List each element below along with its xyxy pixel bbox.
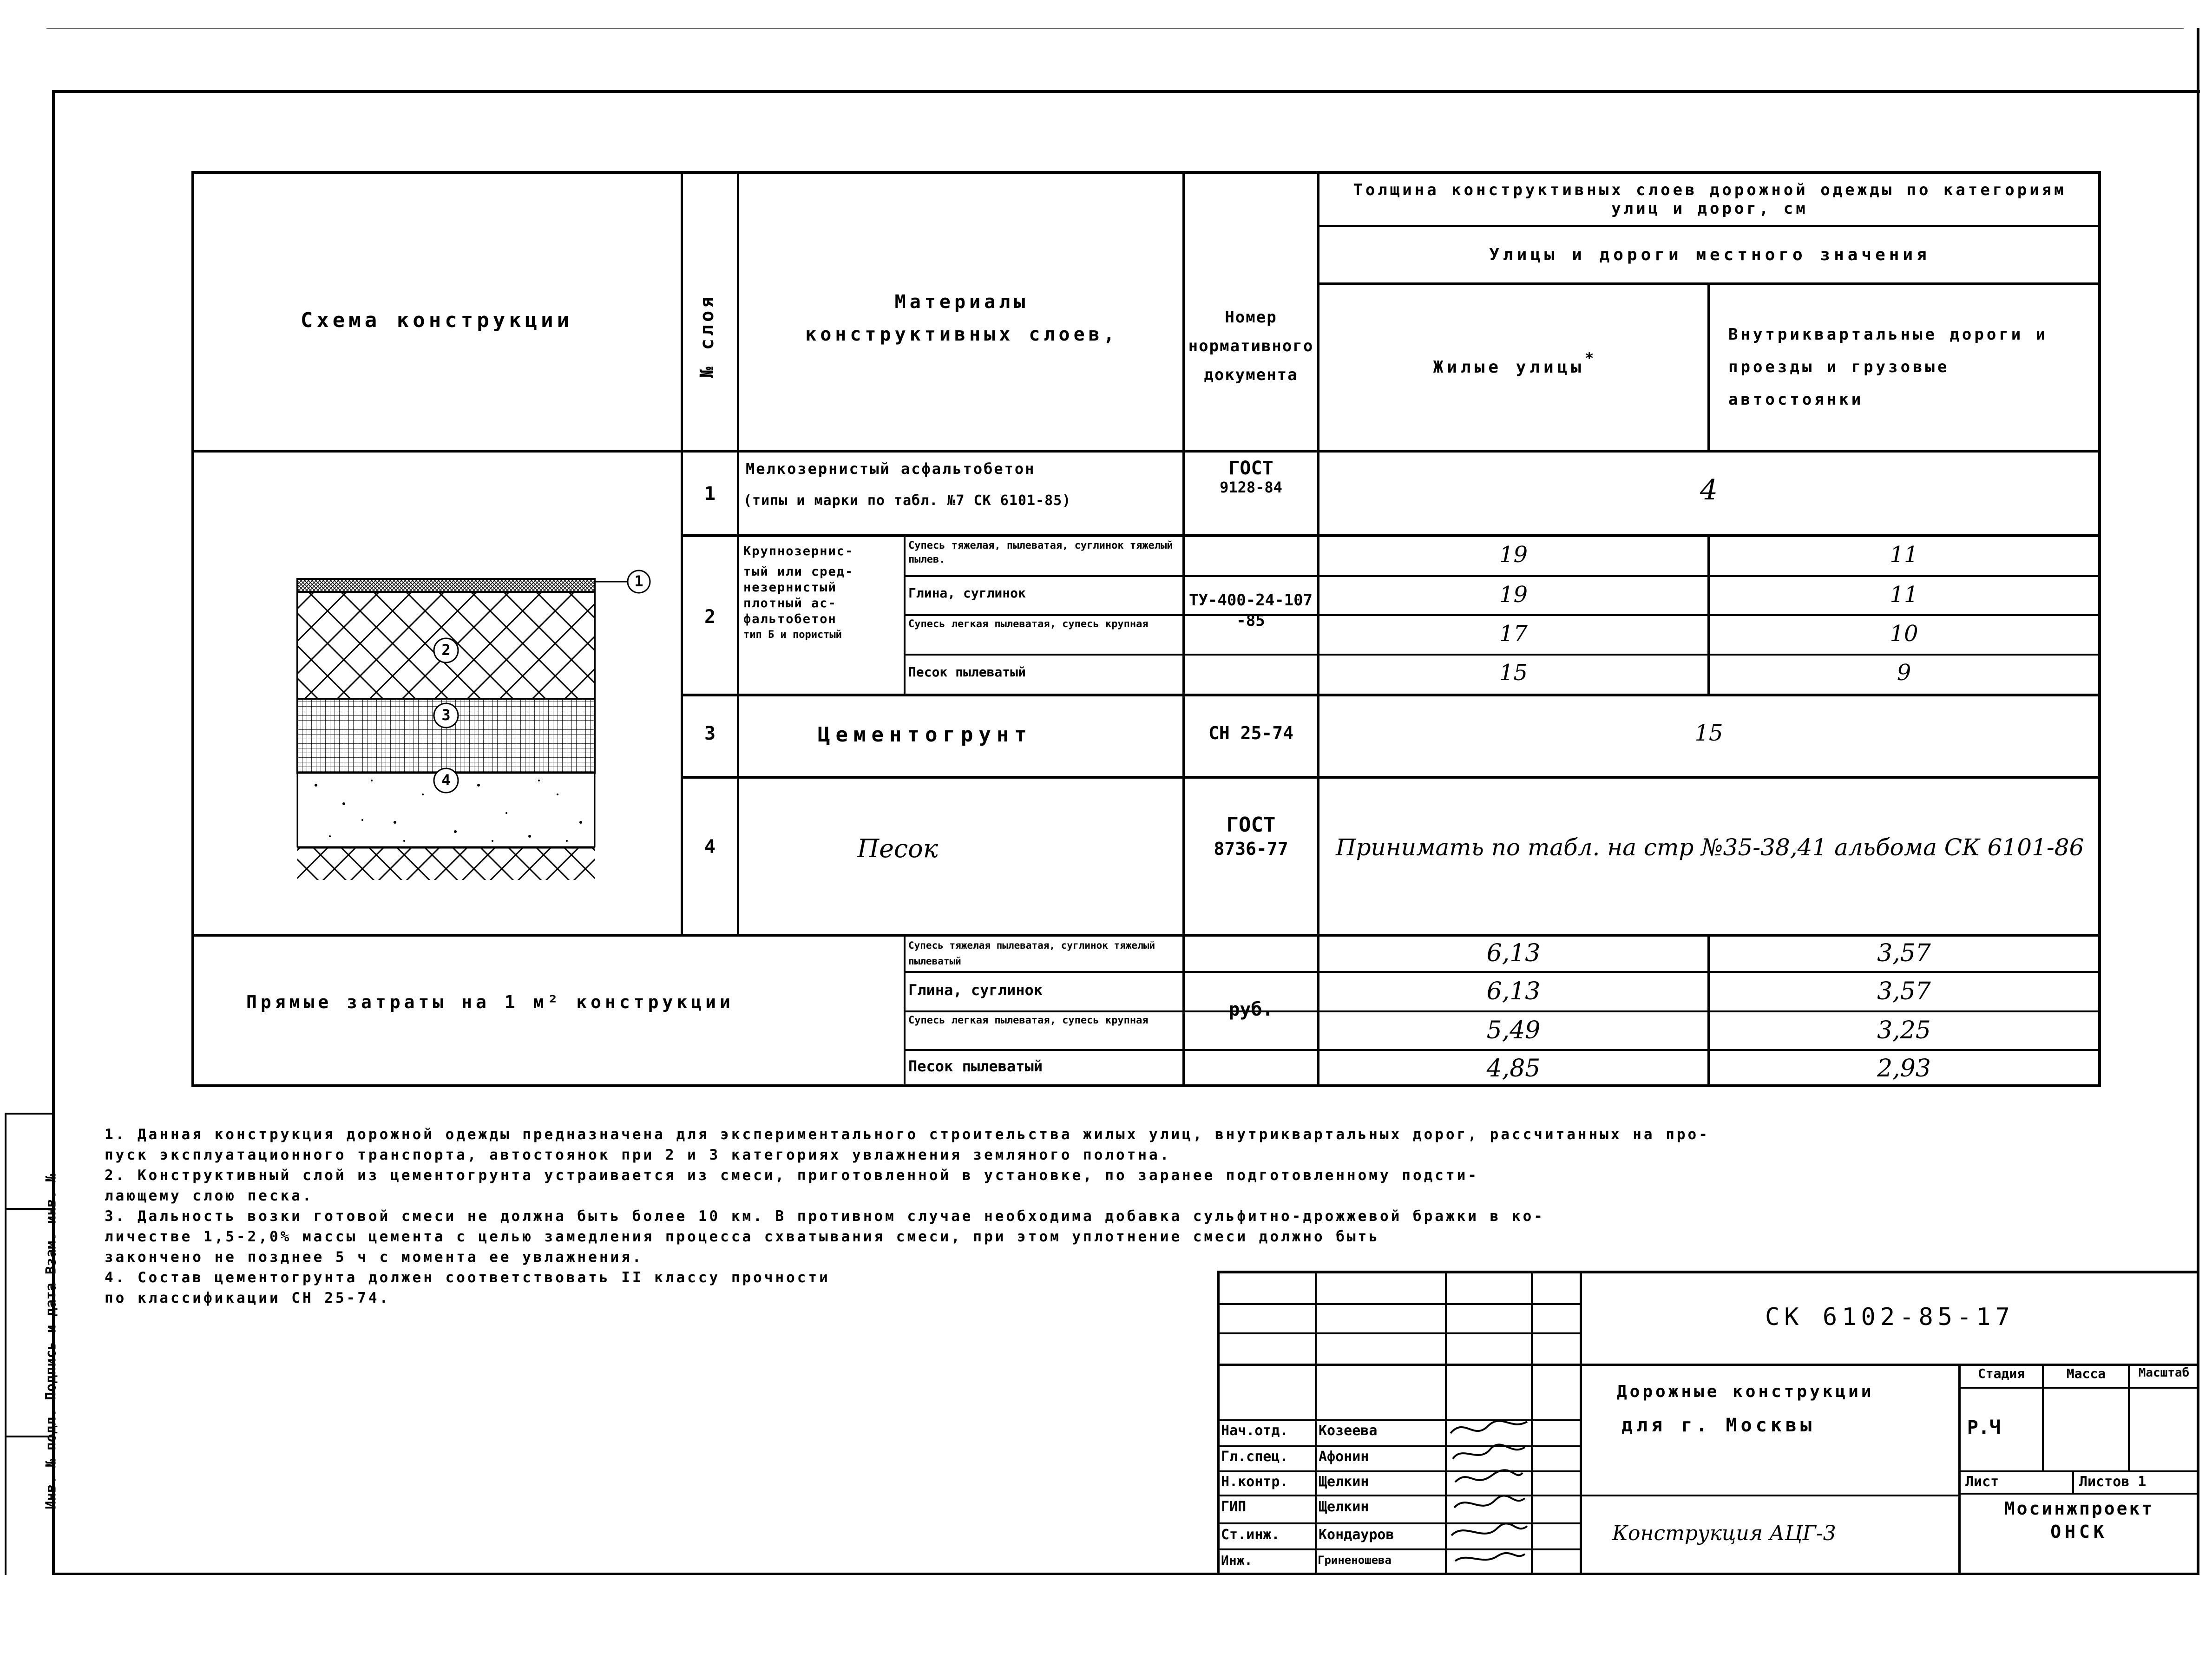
note-3b: личестве 1,5-2,0% массы цемента с целью замедления процесса схватывания смеси, при этом уплотнение смеси должно быть	[105, 1228, 1380, 1245]
staff-role-4: ГИП	[1221, 1499, 1247, 1515]
row2-doc: ТУ-400-24-107-85	[1188, 591, 1313, 630]
row3-doc: СН 25-74	[1208, 723, 1294, 743]
row2-res-3: 17	[1499, 621, 1528, 647]
tb-scale-label: Масштаб	[2138, 1366, 2190, 1380]
row2-material-l6: тип Б и пористый	[743, 629, 842, 641]
note-4b: по классификации СН 25-74.	[105, 1290, 391, 1306]
tb-stage-value: Р.Ч	[1967, 1417, 2001, 1438]
row2-intra-2: 11	[1890, 582, 1918, 608]
note-3a: 3. Дальность возки готовой смеси не должна быть более 10 км. В противном случае необходима добавка сульфитно-дрожжевой бражки в ко-	[105, 1208, 1545, 1225]
row2-material-l4: плотный ас-	[743, 596, 837, 610]
row4-value: Принимать по табл. на стр №35-38,41 альбома СК 6101-86	[1336, 834, 2084, 861]
costs-unit: руб.	[1228, 999, 1273, 1020]
costs-res-3: 5,49	[1486, 1017, 1541, 1044]
header-residential-text: Жилые улицы	[1433, 358, 1585, 377]
tb-code: СК 6102-85-17	[1765, 1303, 2015, 1331]
staff-role-6: Инж.	[1221, 1553, 1253, 1568]
row2-soil-4: Песок пылеватый	[908, 664, 1026, 680]
staff-role-3: Н.контр.	[1221, 1474, 1288, 1490]
row3-no: 3	[704, 723, 716, 744]
costs-res-2: 6,13	[1486, 977, 1541, 1005]
tb-construction: Конструкция АЦГ-3	[1612, 1522, 1836, 1545]
header-materials: Материалы конструктивных слоев,	[805, 291, 1118, 345]
tb-title-l1: Дорожные конструкции	[1617, 1382, 1874, 1401]
costs-res-1: 6,13	[1486, 939, 1541, 967]
header-residential-mark: *	[1585, 349, 1594, 367]
pavement-scheme	[279, 562, 660, 887]
row3-value: 15	[1694, 720, 1723, 746]
layer-1-asphalt	[297, 579, 595, 592]
staff-role-5: Ст.инж.	[1221, 1527, 1280, 1543]
row2-no: 2	[704, 606, 716, 628]
costs-intra-3: 3,25	[1877, 1017, 1931, 1044]
costs-intra-4: 2,93	[1877, 1055, 1931, 1082]
frame-right	[2197, 28, 2199, 1575]
row4-material: Песок	[857, 834, 939, 863]
row2-material	[743, 539, 904, 643]
header-thickness-title: Толщина конструктивных слоев дорожной одежды по категориям улиц и дорог, см	[1353, 181, 2067, 218]
costs-res-4: 4,85	[1486, 1055, 1541, 1082]
staff-name-1: Козеева	[1319, 1423, 1378, 1439]
subgrade	[297, 847, 595, 880]
row2-intra-1: 11	[1890, 542, 1918, 568]
header-layer-no: № слоя	[696, 294, 718, 378]
frame-top	[53, 90, 2200, 93]
staff-role-2: Гл.спец.	[1221, 1449, 1288, 1465]
row1-doc-l1: ГОСТ	[1228, 458, 1273, 479]
tb-title-l2: для г. Москвы	[1621, 1415, 1816, 1436]
row4-doc-l1: ГОСТ	[1226, 813, 1276, 837]
tb-org-l1: Мосинжпроект	[2004, 1498, 2154, 1519]
scheme-label-2: 2	[441, 641, 451, 659]
row2-intra-3: 10	[1890, 621, 1918, 647]
row2-res-2: 19	[1499, 582, 1528, 608]
scheme-label-3: 3	[441, 706, 451, 724]
row2-res-1: 19	[1499, 542, 1528, 568]
scheme-label-4: 4	[441, 771, 451, 789]
tb-sheets-label: Листов 1	[2079, 1474, 2146, 1490]
row4-doc-l2: 8736-77	[1214, 839, 1288, 859]
notes	[105, 1124, 1710, 1308]
side-stamp: Инв. № подл. Подпись и дата Взам. инв. №	[43, 1174, 59, 1509]
row2-material-l3: незернистый	[743, 580, 837, 595]
row1-material-l2: (типы и марки по табл. №7 СК 6101-85)	[743, 492, 1071, 509]
costs-soil-2: Глина, суглинок	[908, 981, 1043, 999]
row2-material-l2: тый или сред-	[743, 564, 854, 579]
top-edge-line	[46, 28, 2184, 29]
row2-res-4: 15	[1499, 660, 1528, 686]
header-normdoc: Номер нормативного документа	[1188, 308, 1314, 384]
costs-intra-2: 3,57	[1877, 977, 1931, 1005]
staff-role-1: Нач.отд.	[1221, 1423, 1288, 1439]
tb-stage-label: Стадия	[1977, 1366, 2025, 1381]
row2-material-l1: Крупнозернис-	[743, 544, 854, 558]
row2-soil-1: Супесь тяжелая, пылеватая, суглинок тяжелый пылев.	[908, 540, 1173, 565]
row2-intra-4: 9	[1897, 660, 1911, 686]
note-1a: 1. Данная конструкция дорожной одежды предназначена для экспериментального строительства жилых улиц, внутриквартальных дорог, рассчитанных на про-	[105, 1126, 1710, 1143]
tb-sheet-label: Лист	[1965, 1474, 1999, 1490]
row2-soil-3: Супесь легкая пылеватая, супесь крупная	[908, 618, 1149, 630]
note-2b: лающему слою песка.	[105, 1187, 314, 1204]
row3-material: Цементогрунт	[818, 723, 1032, 747]
staff-name-3: Щелкин	[1319, 1474, 1369, 1490]
tb-org-l2: ОНСК	[2050, 1522, 2108, 1542]
costs-soil-3: Супесь легкая пылеватая, супесь крупная	[908, 1015, 1149, 1026]
note-2a: 2. Конструктивный слой из цементогрунта устраивается из смеси, приготовленной в установке, по заранее подготовленному подсти-	[105, 1167, 1479, 1184]
costs-soil-1: Супесь тяжелая пылеватая, суглинок тяжелый пылеватый	[908, 940, 1155, 967]
costs-soil-4: Песок пылеватый	[908, 1057, 1043, 1075]
note-1b: пуск эксплуатационного транспорта, автостоянок при 2 и 3 категориях увлажнения земляного полотна.	[105, 1147, 1171, 1163]
header-local-streets: Улицы и дороги местного значения	[1489, 245, 1930, 264]
staff-name-2: Афонин	[1319, 1449, 1369, 1465]
costs-intra-1: 3,57	[1877, 939, 1931, 967]
row1-no: 1	[704, 483, 716, 505]
staff-name-5: Кондауров	[1319, 1527, 1394, 1543]
row1-material-l1: Мелкозернистый асфальтобетон	[746, 460, 1036, 478]
signatures	[1446, 1412, 1532, 1573]
row4-no: 4	[704, 836, 716, 858]
row2-soil-2: Глина, суглинок	[908, 585, 1026, 601]
row2-material-l5: фальтобетон	[743, 612, 837, 626]
note-3c: закончено не позднее 5 ч с момента ее увлажнения.	[105, 1249, 643, 1266]
header-scheme: Схема конструкции	[300, 308, 573, 332]
staff-name-4: Щелкин	[1319, 1499, 1369, 1515]
scheme-label-1: 1	[634, 572, 643, 590]
side-stamp-border	[5, 1113, 7, 1575]
header-residential	[1319, 287, 1707, 447]
row1-value: 4	[1700, 474, 1718, 506]
header-intra-block: Внутриквартальные дороги и проезды и грузовые автостоянки	[1728, 325, 2048, 409]
tb-mass-label: Масса	[2066, 1366, 2106, 1381]
frame-bottom	[52, 1573, 2199, 1575]
staff-name-6: Гриненошева	[1318, 1554, 1392, 1567]
row1-doc-l2: 9128-84	[1220, 479, 1282, 496]
note-4a: 4. Состав цементогрунта должен соответствовать II классу прочности	[105, 1269, 830, 1286]
costs-label: Прямые затраты на 1 м² конструкции	[246, 992, 734, 1012]
